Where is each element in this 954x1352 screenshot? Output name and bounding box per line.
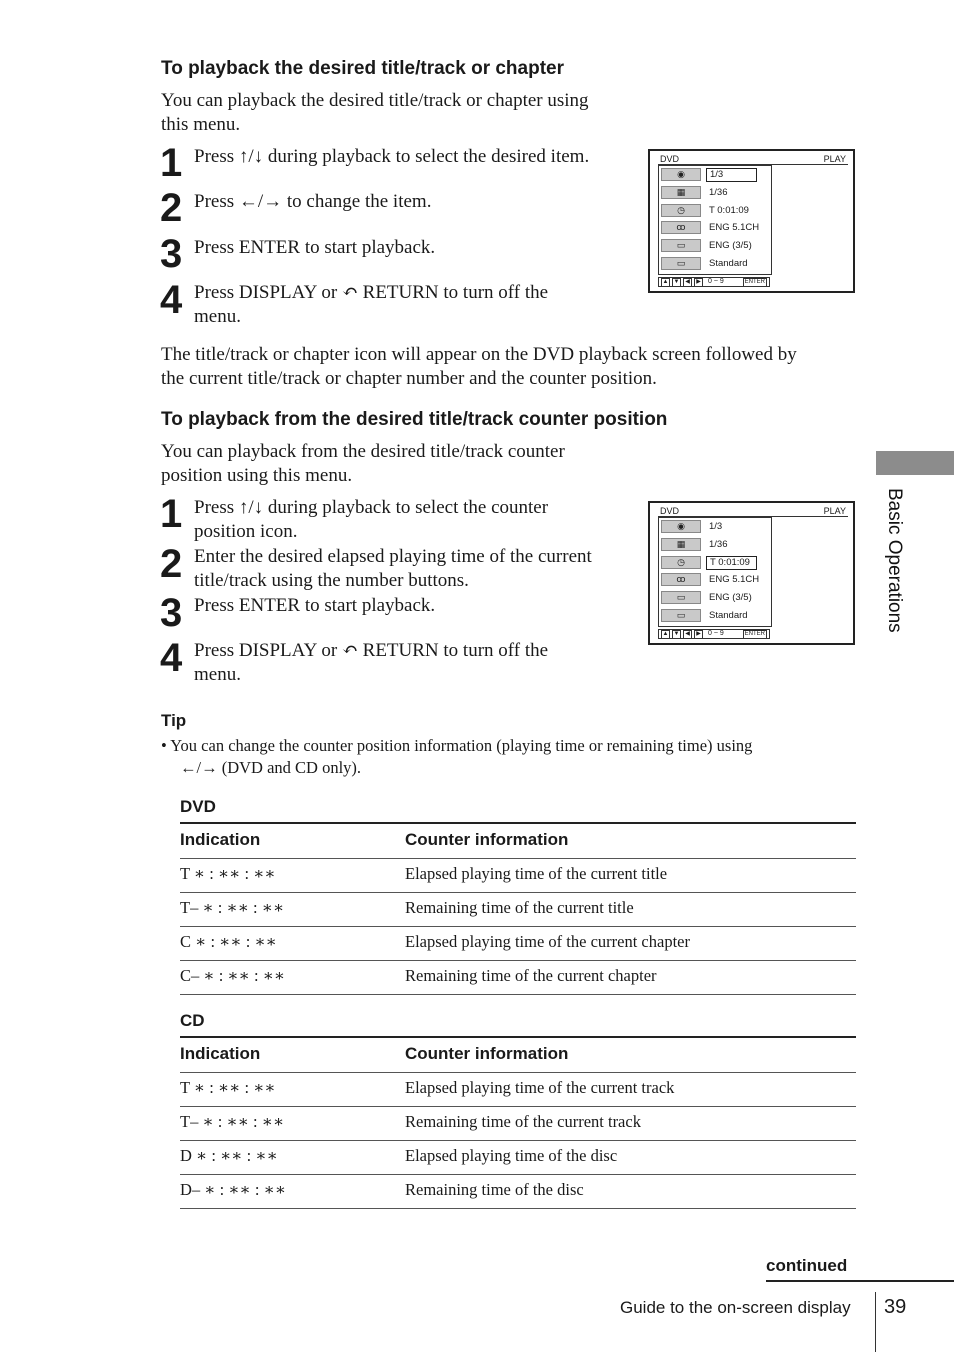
s2-step2-number: 2 [160, 542, 182, 586]
table-header [180, 822, 856, 859]
disc-icon: ◉ [661, 520, 701, 533]
osd-subtitle-value: ENG (3/5) [709, 240, 752, 252]
section2-intro [161, 440, 565, 488]
counter-info-cell: Remaining time of the current chapter [405, 966, 657, 985]
osd-dvd-label: DVD [660, 506, 680, 516]
clock-icon: ◷ [661, 556, 701, 569]
osd-enter-key: ENTER [744, 278, 765, 285]
s1-step1-line1: Press ↑/↓ during playback to select the desired item. [194, 146, 590, 167]
s1-step4-line2: menu. [194, 306, 241, 327]
section1-intro [161, 89, 589, 137]
osd-angle-value: Standard [709, 609, 748, 621]
osd-enter-key: ENTER [744, 630, 765, 637]
table-row [180, 1107, 856, 1141]
tip-line2: ←/→ (DVD and CD only). [180, 758, 362, 777]
left-arrow-icon: ◀ [683, 278, 692, 287]
table-row [180, 1073, 856, 1107]
s2-step1-line1: Press ↑/↓ during playback to select the counter [194, 497, 549, 518]
indication-cell: T– ∗ : ∗∗ : ∗∗ [180, 1112, 285, 1131]
section2-heading: To playback from the desired title/track counter position [161, 409, 668, 430]
s1-step4-text [194, 281, 634, 329]
subtitle-icon: ▭ [661, 239, 701, 252]
header-counter-info: Counter information [405, 830, 569, 849]
osd-number-range: 0 ~ 9 [708, 278, 724, 285]
footer-section-title: Guide to the on-screen display [620, 1298, 851, 1317]
down-arrow-icon: ▼ [673, 278, 680, 285]
s1-step3-number: 3 [160, 232, 182, 276]
continued-label: continued [766, 1256, 848, 1275]
s1-step3-line1: Press ENTER to start playback. [194, 237, 436, 258]
side-tab-label: Basic Operations [884, 488, 905, 633]
counter-info-cell: Elapsed playing time of the current chapter [405, 932, 690, 951]
clock-icon: ◷ [661, 204, 701, 217]
s2-step2-line2: title/track using the number buttons. [194, 570, 469, 591]
s2-step3-text [194, 594, 634, 618]
table-row [180, 927, 856, 961]
tip-line1: • You can change the counter position information (playing time or remaining time) using [161, 736, 753, 755]
osd-audio-value: ENG 5.1CH [709, 574, 760, 586]
indication-cell: C ∗ : ∗∗ : ∗∗ [180, 932, 277, 951]
counter-info-cell: Elapsed playing time of the current title [405, 864, 668, 883]
s2-step3-number: 3 [160, 591, 182, 635]
page-number: 39 [884, 1296, 907, 1318]
up-arrow-icon: ▲ [662, 630, 669, 637]
dvd-table-caption: DVD [180, 797, 216, 816]
header-indication: Indication [180, 830, 261, 849]
osd-angle-value: Standard [709, 257, 748, 269]
osd-footer [658, 629, 770, 639]
s1-step4-line1: Press DISPLAY or ↶ RETURN to turn off the [194, 282, 549, 303]
up-arrow-icon: ▲ [662, 278, 669, 285]
osd-footer [658, 277, 770, 287]
s2-step4-number: 4 [160, 636, 182, 680]
indication-cell: D ∗ : ∗∗ : ∗∗ [180, 1146, 278, 1165]
dvd-counter-table [180, 822, 856, 995]
angle-icon: ▭ [661, 257, 701, 270]
indication-cell: T– ∗ : ∗∗ : ∗∗ [180, 898, 285, 917]
indication-cell: C– ∗ : ∗∗ : ∗∗ [180, 966, 286, 985]
table-row [180, 893, 856, 927]
s1-step1-number: 1 [160, 141, 182, 185]
osd-play-label: PLAY [823, 154, 846, 164]
osd-chapter-value: 1/36 [709, 186, 728, 198]
osd-header [658, 154, 848, 165]
s1-step2-text [194, 190, 634, 214]
s2-step4-text [194, 639, 634, 687]
s2-step3-line1: Press ENTER to start playback. [194, 595, 436, 616]
osd-subtitle-value: ENG (3/5) [709, 592, 752, 604]
down-arrow-icon: ▼ [673, 630, 680, 637]
counter-info-cell: Elapsed playing time of the disc [405, 1146, 618, 1165]
counter-info-cell: Remaining time of the disc [405, 1180, 584, 1199]
subtitle-icon: ▭ [661, 591, 701, 604]
table-row [180, 859, 856, 893]
section2-intro-line1: You can playback from the desired title/track counter [161, 441, 565, 462]
clapper-icon: ▦ [661, 186, 701, 199]
table-header [180, 1036, 856, 1073]
osd-screen-1 [648, 149, 855, 293]
s2-step4-line1: Press DISPLAY or ↶ RETURN to turn off the [194, 640, 549, 661]
left-arrow-icon: ◀ [683, 630, 692, 639]
s2-step2-text [194, 545, 634, 593]
section1-after-text [161, 343, 861, 391]
osd-time-value: T 0:01:09 [706, 556, 757, 570]
table-row [180, 1175, 856, 1209]
table-row [180, 961, 856, 995]
right-arrow-icon: ▶ [694, 630, 703, 639]
s1-step1-text [194, 145, 634, 169]
osd-header [658, 506, 848, 517]
audio-icon: ꝏ [661, 221, 701, 234]
header-counter-info: Counter information [405, 1044, 569, 1063]
counter-info-cell: Remaining time of the current title [405, 898, 634, 917]
osd-time-value: T 0:01:09 [709, 204, 749, 216]
indication-cell: T ∗ : ∗∗ : ∗∗ [180, 1078, 276, 1097]
indication-cell: D– ∗ : ∗∗ : ∗∗ [180, 1180, 287, 1199]
section1-heading: To playback the desired title/track or chapter [161, 58, 564, 79]
counter-info-cell: Elapsed playing time of the current track [405, 1078, 675, 1097]
s1-step2-line1: Press ←/→ to change the item. [194, 191, 432, 212]
osd-chapter-value: 1/36 [709, 538, 728, 550]
cd-counter-table [180, 1036, 856, 1209]
clapper-icon: ▦ [661, 538, 701, 551]
osd-play-label: PLAY [823, 506, 846, 516]
disc-icon: ◉ [661, 168, 701, 181]
table-row [180, 1141, 856, 1175]
section1-after-line1: The title/track or chapter icon will appear on the DVD playback screen followed by [161, 344, 797, 365]
side-tab-marker [876, 451, 954, 475]
continued-rule [766, 1280, 954, 1282]
cd-table-caption: CD [180, 1011, 205, 1030]
s2-step4-line2: menu. [194, 664, 241, 685]
s2-step2-line1: Enter the desired elapsed playing time of the current [194, 546, 592, 567]
header-indication: Indication [180, 1044, 261, 1063]
osd-title-value: 1/3 [706, 168, 757, 182]
osd-dvd-label: DVD [660, 154, 680, 164]
section1-after-line2: the current title/track or chapter number and the counter position. [161, 368, 657, 389]
s1-step3-text [194, 236, 634, 260]
s2-step1-text [194, 496, 634, 544]
section1-intro-line2: this menu. [161, 114, 241, 135]
osd-number-range: 0 ~ 9 [708, 630, 724, 637]
audio-icon: ꝏ [661, 573, 701, 586]
osd-title-value: 1/3 [709, 521, 723, 532]
osd-audio-value: ENG 5.1CH [709, 222, 760, 234]
section1-intro-line1: You can playback the desired title/track or chapter using [161, 90, 589, 111]
counter-info-cell: Remaining time of the current track [405, 1112, 641, 1131]
right-arrow-icon: ▶ [694, 278, 703, 287]
s2-step1-line2: position icon. [194, 521, 298, 542]
tip-title: Tip [161, 711, 187, 730]
section2-intro-line2: position using this menu. [161, 465, 353, 486]
osd-screen-2 [648, 501, 855, 645]
indication-cell: T ∗ : ∗∗ : ∗∗ [180, 864, 276, 883]
tip-text [161, 735, 851, 779]
angle-icon: ▭ [661, 609, 701, 622]
s1-step2-number: 2 [160, 186, 182, 230]
s1-step4-number: 4 [160, 278, 182, 322]
footer-divider [875, 1292, 876, 1352]
s2-step1-number: 1 [160, 492, 182, 536]
